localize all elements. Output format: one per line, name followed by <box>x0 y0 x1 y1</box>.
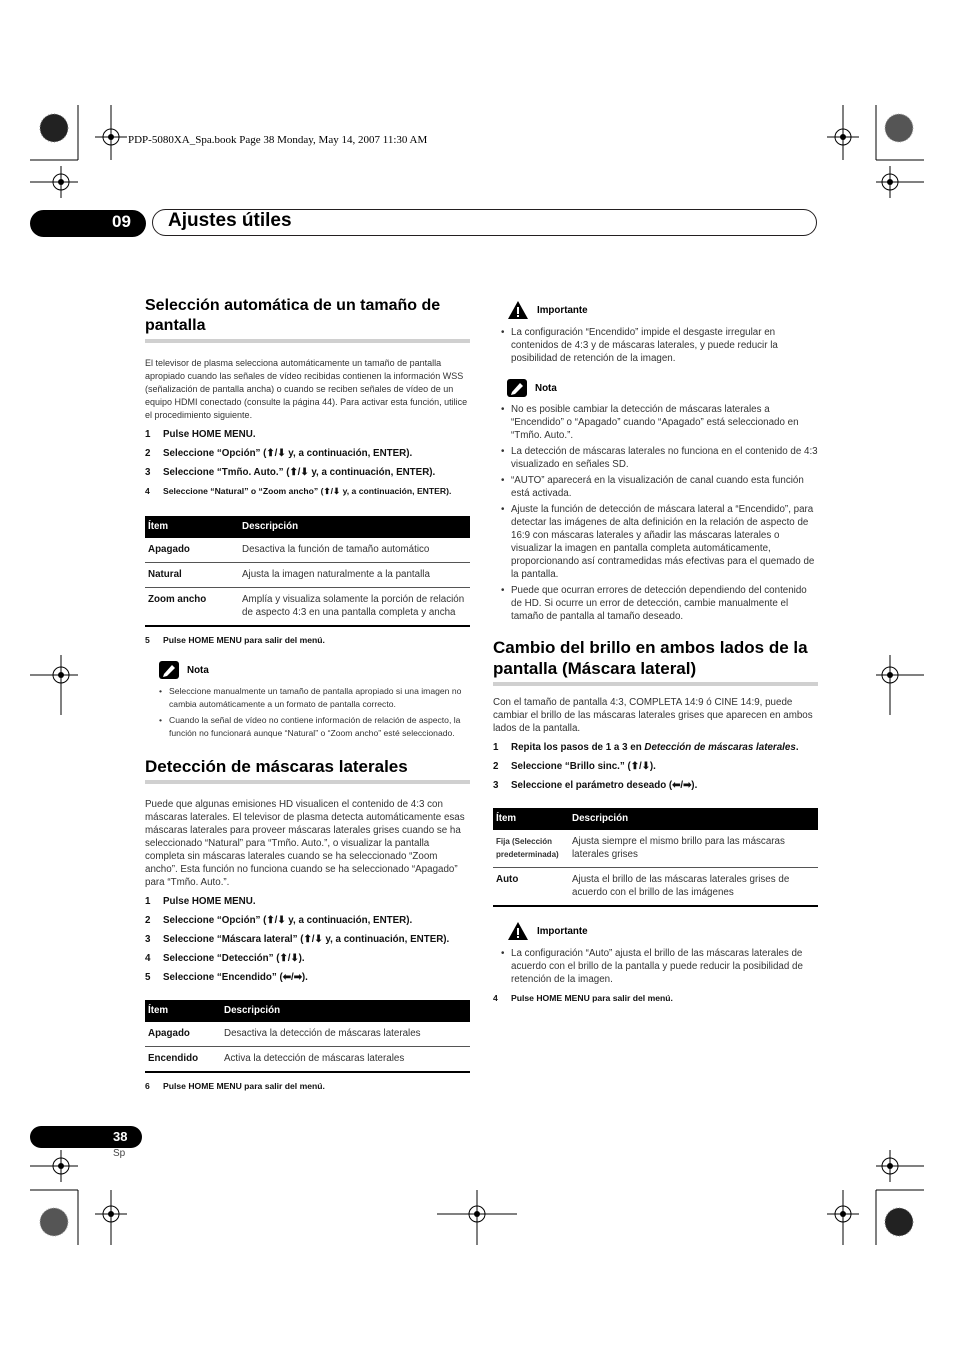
section-title-auto-size: Selección automática de un tamaño de pantalla <box>145 296 470 343</box>
pencil-note-icon <box>507 379 527 397</box>
important-list <box>501 947 818 986</box>
table-row: Apagado Desactiva la función de tamaño automático <box>145 538 470 563</box>
step-item: 4 Pulse HOME MENU para salir del menú. <box>493 993 673 1003</box>
step-item: 5 Seleccione “Encendido” (⬅/➡). <box>145 972 308 983</box>
step-item: 2 Seleccione “Brillo sinc.” (⬆/⬇). <box>493 761 656 772</box>
warning-icon <box>507 921 529 941</box>
page-number: 38 <box>113 1129 128 1144</box>
list-item: • Puede que ocurran errores de detección dependiendo del contenido de HD. Si ocurre un error de detección, cambie manualmente el tamaño de pantalla al tamaño deseado. <box>501 584 818 623</box>
step-item: 1 Pulse HOME MENU. <box>145 896 256 907</box>
important-heading: Importante <box>507 300 818 320</box>
step-item: 1 Repita los pasos de 1 a 3 en Detección de máscaras laterales. <box>493 742 799 753</box>
step-item: 3 Seleccione el parámetro deseado (⬅/➡). <box>493 780 698 791</box>
table-row: Zoom ancho Amplía y visualiza solamente la porción de relación de aspecto 4:3 en una pantalla completa y ancha <box>145 588 470 627</box>
section-title-side-mask: Detección de máscaras laterales <box>145 756 470 784</box>
note-list <box>159 685 470 740</box>
right-column <box>493 300 818 1005</box>
important-list <box>501 326 818 365</box>
table-row: Fija (Selección predeterminada) Ajusta siempre el mismo brillo para las máscaras laterales grises <box>493 830 818 868</box>
col-header: Ítem <box>493 808 569 830</box>
table-row: Natural Ajusta la imagen naturalmente a la pantalla <box>145 563 470 588</box>
step-item: 4 Seleccione “Detección” (⬆/⬇). <box>145 953 305 964</box>
col-header: Ítem <box>145 516 239 538</box>
col-header: Descripción <box>239 516 470 538</box>
note-heading: Nota <box>159 661 470 679</box>
section-intro: El televisor de plasma selecciona automáticamente un tamaño de pantalla apropiado cuando las señales de vídeo recibidas contienen la información WSS (señalización de pantalla ancha) o cuando se reciben señales de vídeo de un equipo HDMI conectado (consulte la página 44). Para activar esta función, utilice el procedimiento siguiente. <box>145 358 468 420</box>
step-item: 3 Seleccione “Tmño. Auto.” (⬆/⬇ y, a continuación, ENTER). <box>145 467 436 478</box>
list-item: • Cuando la señal de vídeo no contiene información de relación de aspecto, la función no funcionará aunque “Natural” o “Zoom ancho” esté seleccionado. <box>159 714 470 740</box>
pencil-note-icon <box>159 661 179 679</box>
page-language: Sp <box>113 1148 126 1159</box>
chapter-title: Ajustes útiles <box>168 210 292 231</box>
list-item: • Seleccione manualmente un tamaño de pantalla apropiado si una imagen no cambia automáticamente a un formato de pantalla correcto. <box>159 685 470 711</box>
step-item: 5 Pulse HOME MENU para salir del menú. <box>145 635 325 645</box>
important-heading: Importante <box>507 921 818 941</box>
step-item: 3 Seleccione “Máscara lateral” (⬆/⬇ y, a continuación, ENTER). <box>145 934 450 945</box>
col-header: Descripción <box>569 808 818 830</box>
list-item: • No es posible cambiar la detección de máscaras laterales a “Encendido” o “Apagado” cuando “Apagado” está seleccionado en “Tmño. Auto.”. <box>501 403 818 442</box>
list-item: • La detección de máscaras laterales no funciona en el contenido de 4:3 visualizado en señales SD. <box>501 445 818 471</box>
section-intro: Puede que algunas emisiones HD visualicen el contenido de 4:3 con máscaras laterales. El televisor de plasma detecta automáticamente esas máscaras laterales para proveer máscaras laterales grises cuando se ha seleccionado “Natural” para “Tmño. Auto.”, o visualizar la pantalla completa sin máscaras laterales cuando se ha seleccionado “Zoom ancho”. Esta función no funciona cuando se ha seleccionado “Apagado” para “Tmño. Auto.”. <box>145 799 465 888</box>
brightness-table <box>493 808 818 907</box>
file-info: PDP-5080XA_Spa.book Page 38 Monday, May 14, 2007 11:30 AM <box>128 134 428 146</box>
section-title-brightness: Cambio del brillo en ambos lados de la pantalla (Máscara lateral) <box>493 637 818 686</box>
list-item: • “AUTO” aparecerá en la visualización de canal cuando esta función está activada. <box>501 474 818 500</box>
list-item: • La configuración “Auto” ajusta el brillo de las máscaras laterales de acuerdo con el brillo de la pantalla y puede reducir la posibilidad de retención de la imagen. <box>501 947 818 986</box>
table-row: Auto Ajusta el brillo de las máscaras laterales grises de acuerdo con el brillo de las imágenes <box>493 868 818 907</box>
warning-icon <box>507 300 529 320</box>
table-row: Encendido Activa la detección de máscaras laterales <box>145 1047 470 1073</box>
col-header: Ítem <box>145 1000 221 1022</box>
section-intro: Con el tamaño de pantalla 4:3, COMPLETA 14:9 ó CINE 14:9, puede cambiar el brillo de las máscaras laterales grises que aparecen en ambos lados de la pantalla. <box>493 697 813 734</box>
auto-size-table <box>145 516 470 627</box>
note-heading: Nota <box>507 379 818 397</box>
note-list <box>501 403 818 623</box>
list-item: • La configuración “Encendido” impide el desgaste irregular en contenidos de 4:3 y de máscaras laterales, y puede reducir la posibilidad de retención de la imagen. <box>501 326 818 365</box>
col-header: Descripción <box>221 1000 470 1022</box>
step-item: 4 Seleccione “Natural” o “Zoom ancho” (⬆/⬇ y, a continuación, ENTER). <box>145 486 452 496</box>
table-row: Apagado Desactiva la detección de máscaras laterales <box>145 1022 470 1047</box>
chapter-number: 09 <box>112 212 131 231</box>
list-item: • Ajuste la función de detección de máscara lateral a “Encendido”, para detectar las imágenes de alta definición en la relación de aspecto de 16:9 con máscaras laterales y añadir las máscaras laterales o visualizar la imagen en pantalla completa automáticamente, proporcionando así contramedidas más efectivas para el quemado de la pantalla. <box>501 503 818 581</box>
step-item: 2 Seleccione “Opción” (⬆/⬇ y, a continuación, ENTER). <box>145 915 413 926</box>
step-item: 6 Pulse HOME MENU para salir del menú. <box>145 1081 325 1091</box>
left-column <box>145 296 470 1093</box>
side-mask-table <box>145 1000 470 1073</box>
step-item: 2 Seleccione “Opción” (⬆/⬇ y, a continuación, ENTER). <box>145 448 413 459</box>
step-item: 1 Pulse HOME MENU. <box>145 429 256 440</box>
